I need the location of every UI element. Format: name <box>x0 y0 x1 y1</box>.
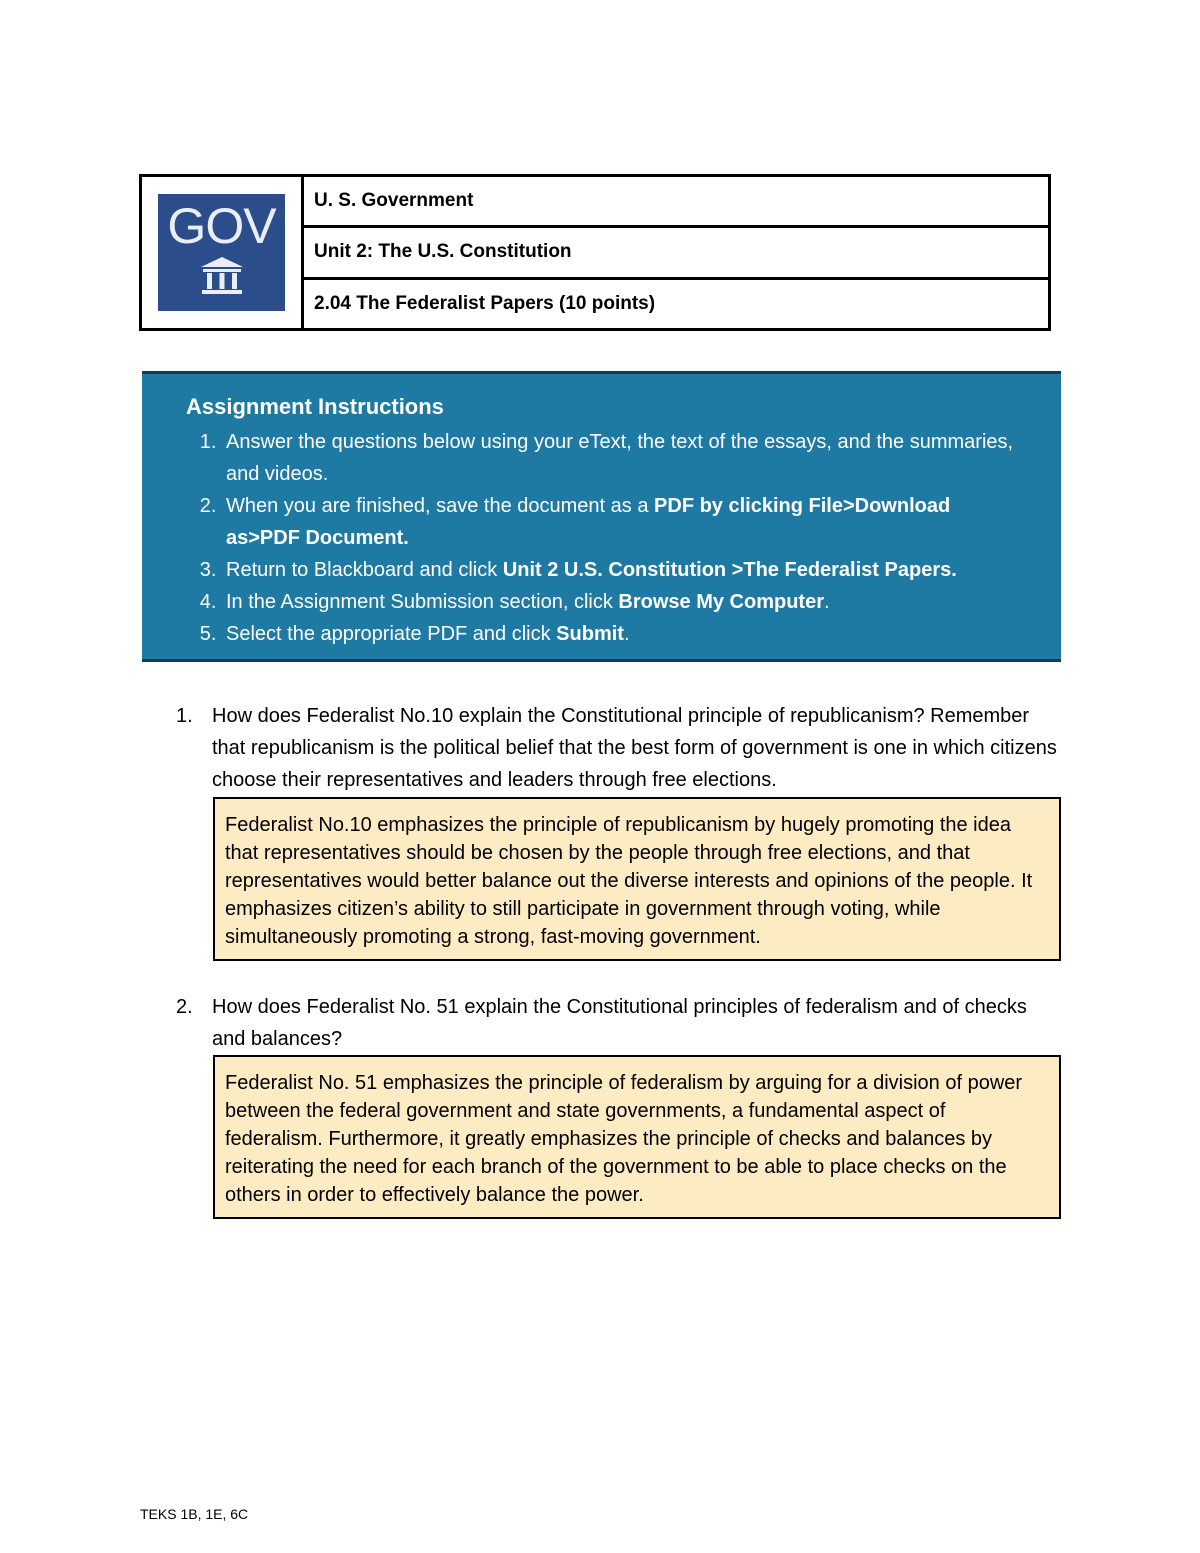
instruction-item <box>222 554 1021 586</box>
instruction-text: . <box>824 591 830 613</box>
instructions-list <box>186 426 1021 650</box>
instruction-item <box>222 618 1021 650</box>
header-table <box>139 174 1051 331</box>
government-building-icon <box>200 256 244 296</box>
question-2 <box>176 991 1061 1055</box>
gov-logo <box>158 194 285 311</box>
instruction-emphasis: Submit <box>556 623 624 645</box>
instruction-item <box>222 490 1021 554</box>
instruction-text: Select the appropriate PDF and click <box>226 623 557 645</box>
unit-title: Unit 2: The U.S. Constitution <box>304 228 1048 279</box>
instruction-emphasis: Browse My Computer <box>618 591 824 613</box>
question-number: 1. <box>176 705 193 727</box>
course-title: U. S. Government <box>304 177 1048 228</box>
assignment-instructions-box <box>142 371 1061 662</box>
instruction-text: Answer the questions below using your eText, the text of the essays, and the summaries, and videos. <box>226 431 1014 485</box>
assignment-title: 2.04 The Federalist Papers (10 points) <box>314 292 656 314</box>
footer-standards: TEKS 1B, 1E, 6C <box>140 1506 249 1522</box>
instruction-text: Return to Blackboard and click <box>226 559 503 581</box>
instruction-item <box>222 586 1021 618</box>
logo-cell <box>142 177 304 328</box>
question-text: How does Federalist No. 51 explain the Constitutional principles of federalism and of checks and balances? <box>212 996 1027 1050</box>
answer-box-2[interactable]: Federalist No. 51 emphasizes the principle of federalism by arguing for a division of power between the federal government and state governments, a fundamental aspect of federalism. Furthermore, it greatly emphasizes the principle of checks and balances by reiterating the need for each branch of the government to be able to place checks on the others in order to effectively balance the power. <box>213 1055 1061 1219</box>
question-number: 2. <box>176 996 193 1018</box>
instruction-text: When you are finished, save the document as a <box>226 495 655 517</box>
question-text: How does Federalist No.10 explain the Constitutional principle of republicanism? Remember that republicanism is the political belief that the best form of government is one in which citizens choose their representatives and leaders through free elections. <box>212 705 1057 791</box>
question-1 <box>176 700 1061 796</box>
instruction-text: In the Assignment Submission section, click <box>226 591 619 613</box>
header-rows <box>304 177 1048 328</box>
answer-box-1[interactable]: Federalist No.10 emphasizes the principle of republicanism by hugely promoting the idea that representatives should be chosen by the people through free elections, and that representatives would better balance out the diverse interests and opinions of the people. It emphasizes citizen’s ability to still participate in government through voting, while simultaneously promoting a strong, fast-moving government. <box>213 797 1061 961</box>
instruction-item <box>222 426 1021 490</box>
logo-text: GOV <box>167 198 276 254</box>
instruction-text: . <box>623 623 630 645</box>
instruction-emphasis: Unit 2 U.S. Constitution >The Federalist Papers. <box>502 559 957 581</box>
instructions-heading: Assignment Instructions <box>186 394 444 419</box>
instruction-emphasis: PDF by clicking File>Download as>PDF Document. <box>226 495 951 549</box>
